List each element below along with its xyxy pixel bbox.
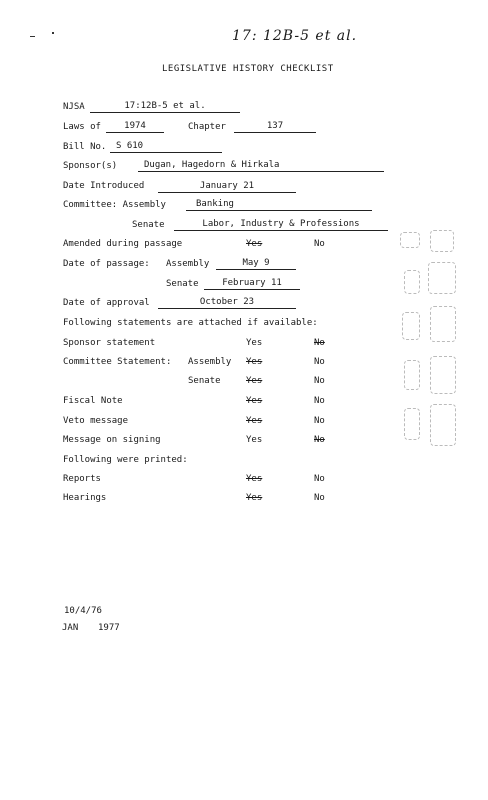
handwritten-reference: 17: 12B-5 et al.	[232, 28, 358, 44]
statement-label: Sponsor statement	[63, 338, 156, 348]
committee-senate-label: Senate	[132, 220, 165, 230]
statement-yes: Yes	[246, 435, 263, 445]
passage-senate-label: Senate	[166, 279, 199, 289]
statement-no: No	[314, 416, 325, 426]
printed-no: No	[314, 474, 325, 484]
njsa-value: 17:12B-5 et al.	[90, 101, 240, 113]
laws-of-value: 1974	[106, 121, 164, 133]
date-introduced-label: Date Introduced	[63, 181, 145, 191]
date-introduced-value: January 21	[158, 181, 296, 193]
statement-label: Committee Statement:	[63, 357, 172, 367]
statement-no: No	[314, 376, 325, 386]
date-of-approval-label: Date of approval	[63, 298, 150, 308]
passage-assembly-label: Assembly	[166, 259, 210, 269]
statement-label: Message on signing	[63, 435, 161, 445]
committee-assembly-value: Banking	[186, 199, 372, 211]
scan-artifact	[430, 306, 456, 342]
statement-yes: Yes	[246, 396, 263, 406]
statement-yes: Yes	[246, 376, 263, 386]
statement-sub-label: Senate	[188, 376, 221, 386]
stray-mark	[52, 32, 54, 34]
printed-label: Hearings	[63, 493, 107, 503]
sponsors-label: Sponsor(s)	[63, 161, 118, 171]
amended-yes: Yes	[246, 239, 263, 249]
scan-artifact	[404, 408, 420, 440]
scan-artifact	[430, 404, 456, 446]
printed-yes: Yes	[246, 474, 263, 484]
footer-date: 10/4/76	[64, 606, 102, 616]
statement-no: No	[314, 396, 325, 406]
scan-artifact	[400, 232, 420, 248]
statement-label: Fiscal Note	[63, 396, 123, 406]
statement-yes: Yes	[246, 416, 263, 426]
statement-no: No	[314, 338, 325, 348]
passage-senate-value: February 11	[204, 278, 300, 290]
statement-yes: Yes	[246, 338, 263, 348]
scan-artifact	[404, 270, 420, 294]
statement-sub-label: Assembly	[188, 357, 232, 367]
amended-no: No	[314, 239, 325, 249]
date-of-approval-value: October 23	[158, 297, 296, 309]
scan-artifact	[430, 230, 454, 252]
printed-yes: Yes	[246, 493, 263, 503]
sponsors-value: Dugan, Hagedorn & Hirkala	[138, 160, 384, 172]
scan-artifact	[428, 262, 456, 294]
printed-heading: Following were printed:	[63, 455, 188, 465]
scan-artifact	[402, 312, 420, 340]
chapter-label: Chapter	[188, 122, 226, 132]
bill-no-value: S 610	[110, 141, 222, 153]
scan-artifact	[430, 356, 456, 394]
passage-assembly-value: May 9	[216, 258, 296, 270]
amended-label: Amended during passage	[63, 239, 183, 249]
committee-senate-value: Labor, Industry & Professions	[174, 219, 388, 231]
statement-no: No	[314, 357, 325, 367]
date-of-passage-label: Date of passage:	[63, 259, 150, 269]
footer-stamp-month: JAN	[62, 623, 79, 633]
bill-no-label: Bill No.	[63, 142, 107, 152]
footer-stamp-year: 1977	[98, 623, 120, 633]
statement-no: No	[314, 435, 325, 445]
committee-assembly-label: Committee: Assembly	[63, 200, 166, 210]
document-title: LEGISLATIVE HISTORY CHECKLIST	[162, 64, 334, 74]
chapter-value: 137	[234, 121, 316, 133]
printed-label: Reports	[63, 474, 101, 484]
laws-of-label: Laws of	[63, 122, 101, 132]
printed-no: No	[314, 493, 325, 503]
attached-heading: Following statements are attached if available:	[63, 318, 318, 328]
statement-yes: Yes	[246, 357, 263, 367]
njsa-label: NJSA	[63, 102, 85, 112]
stray-mark	[30, 36, 35, 37]
scan-artifact	[404, 360, 420, 390]
statement-label: Veto message	[63, 416, 129, 426]
